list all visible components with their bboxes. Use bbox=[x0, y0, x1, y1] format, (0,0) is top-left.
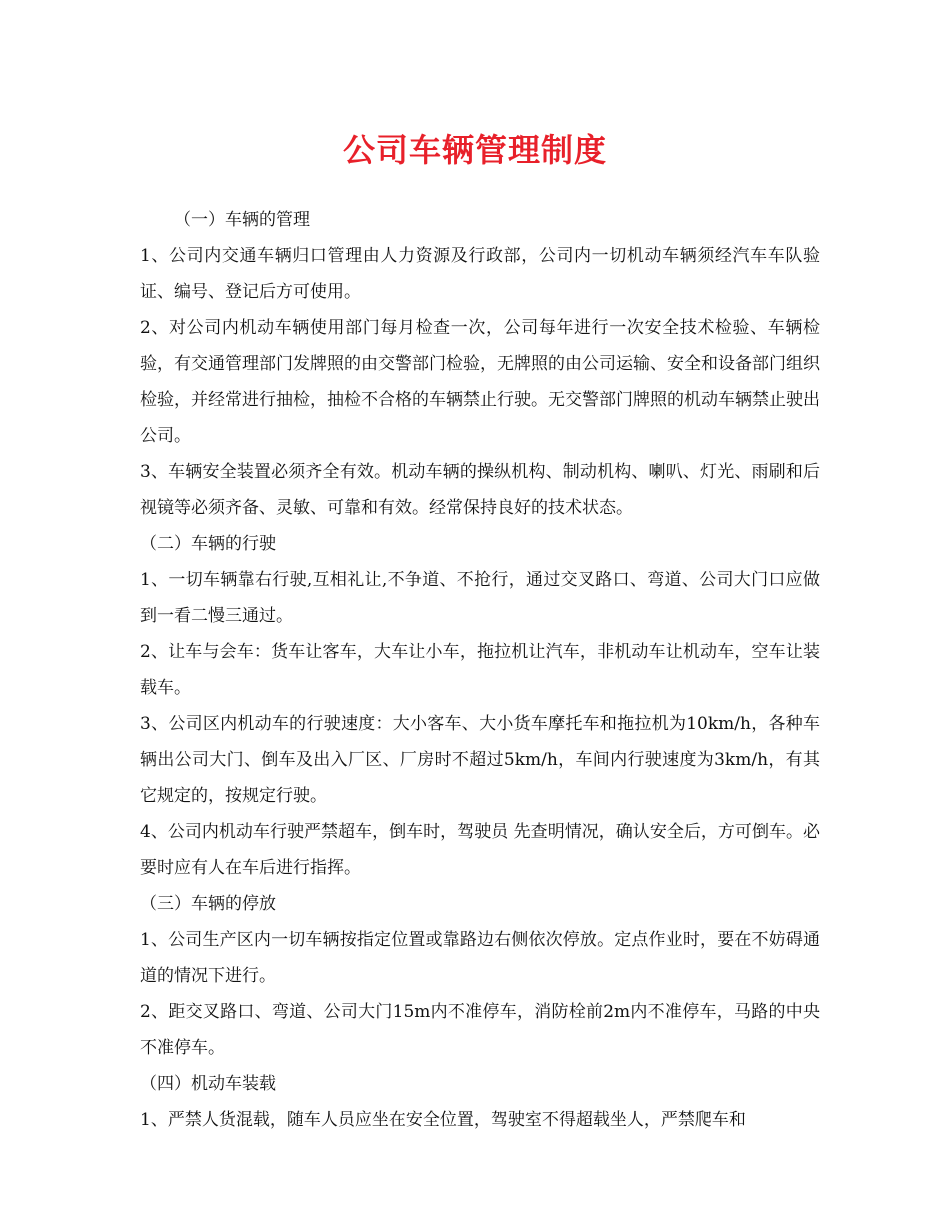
paragraph: 4、公司内机动车行驶严禁超车，倒车时，驾驶员 先查明情况，确认安全后，方可倒车。必要时应有人在车后进行指挥。 bbox=[140, 822, 820, 878]
section-heading-1: （一）车辆的管理 bbox=[174, 210, 310, 230]
paragraph: 1、一切车辆靠右行驶,互相礼让,不争道、不抢行，通过交叉路口、弯道、公司大门口应做到一看二慢三通过。 bbox=[140, 570, 820, 626]
paragraph: 3、车辆安全装置必须齐全有效。机动车辆的操纵机构、制动机构、喇叭、灯光、雨刷和后视镜等必须齐备、灵敏、可靠和有效。经常保持良好的技术状态。 bbox=[140, 462, 820, 518]
paragraph: 2、距交叉路口、弯道、公司大门15m内不准停车，消防栓前2m内不准停车，马路的中央不准停车。 bbox=[140, 1002, 820, 1058]
document-title: 公司车辆管理制度 bbox=[342, 131, 607, 169]
paragraph: 2、对公司内机动车辆使用部门每月检查一次，公司每年进行一次安全技术检验、车辆检验，有交通管理部门发牌照的由交警部门检验，无牌照的由公司运输、安全和设备部门组织检验，并经常进行抽检，抽检不合格的车辆禁止行驶。无交警部门牌照的机动车辆禁止驶出公司。 bbox=[140, 318, 820, 446]
section-heading-3: （三）车辆的停放 bbox=[140, 894, 276, 914]
paragraph: 1、公司生产区内一切车辆按指定位置或靠路边右侧依次停放。定点作业时，要在不妨碍通道的情况下进行。 bbox=[140, 930, 820, 986]
paragraph: 1、公司内交通车辆归口管理由人力资源及行政部，公司内一切机动车辆须经汽车车队验证、编号、登记后方可使用。 bbox=[140, 246, 820, 302]
document-body bbox=[140, 202, 820, 1138]
section-heading-4: （四）机动车装载 bbox=[140, 1074, 276, 1094]
section-heading-2: （二）车辆的行驶 bbox=[140, 534, 276, 554]
paragraph: 2、让车与会车：货车让客车，大车让小车，拖拉机让汽车，非机动车让机动车，空车让装载车。 bbox=[140, 642, 820, 698]
paragraph: 1、严禁人货混载，随车人员应坐在安全位置，驾驶室不得超载坐人，严禁爬车和 bbox=[140, 1110, 746, 1130]
paragraph: 3、公司区内机动车的行驶速度：大小客车、大小货车摩托车和拖拉机为10km/h，各种车辆出公司大门、倒车及出入厂区、厂房时不超过5km/h，车间内行驶速度为3km/h，有其它规定的，按规定行驶。 bbox=[140, 714, 820, 806]
